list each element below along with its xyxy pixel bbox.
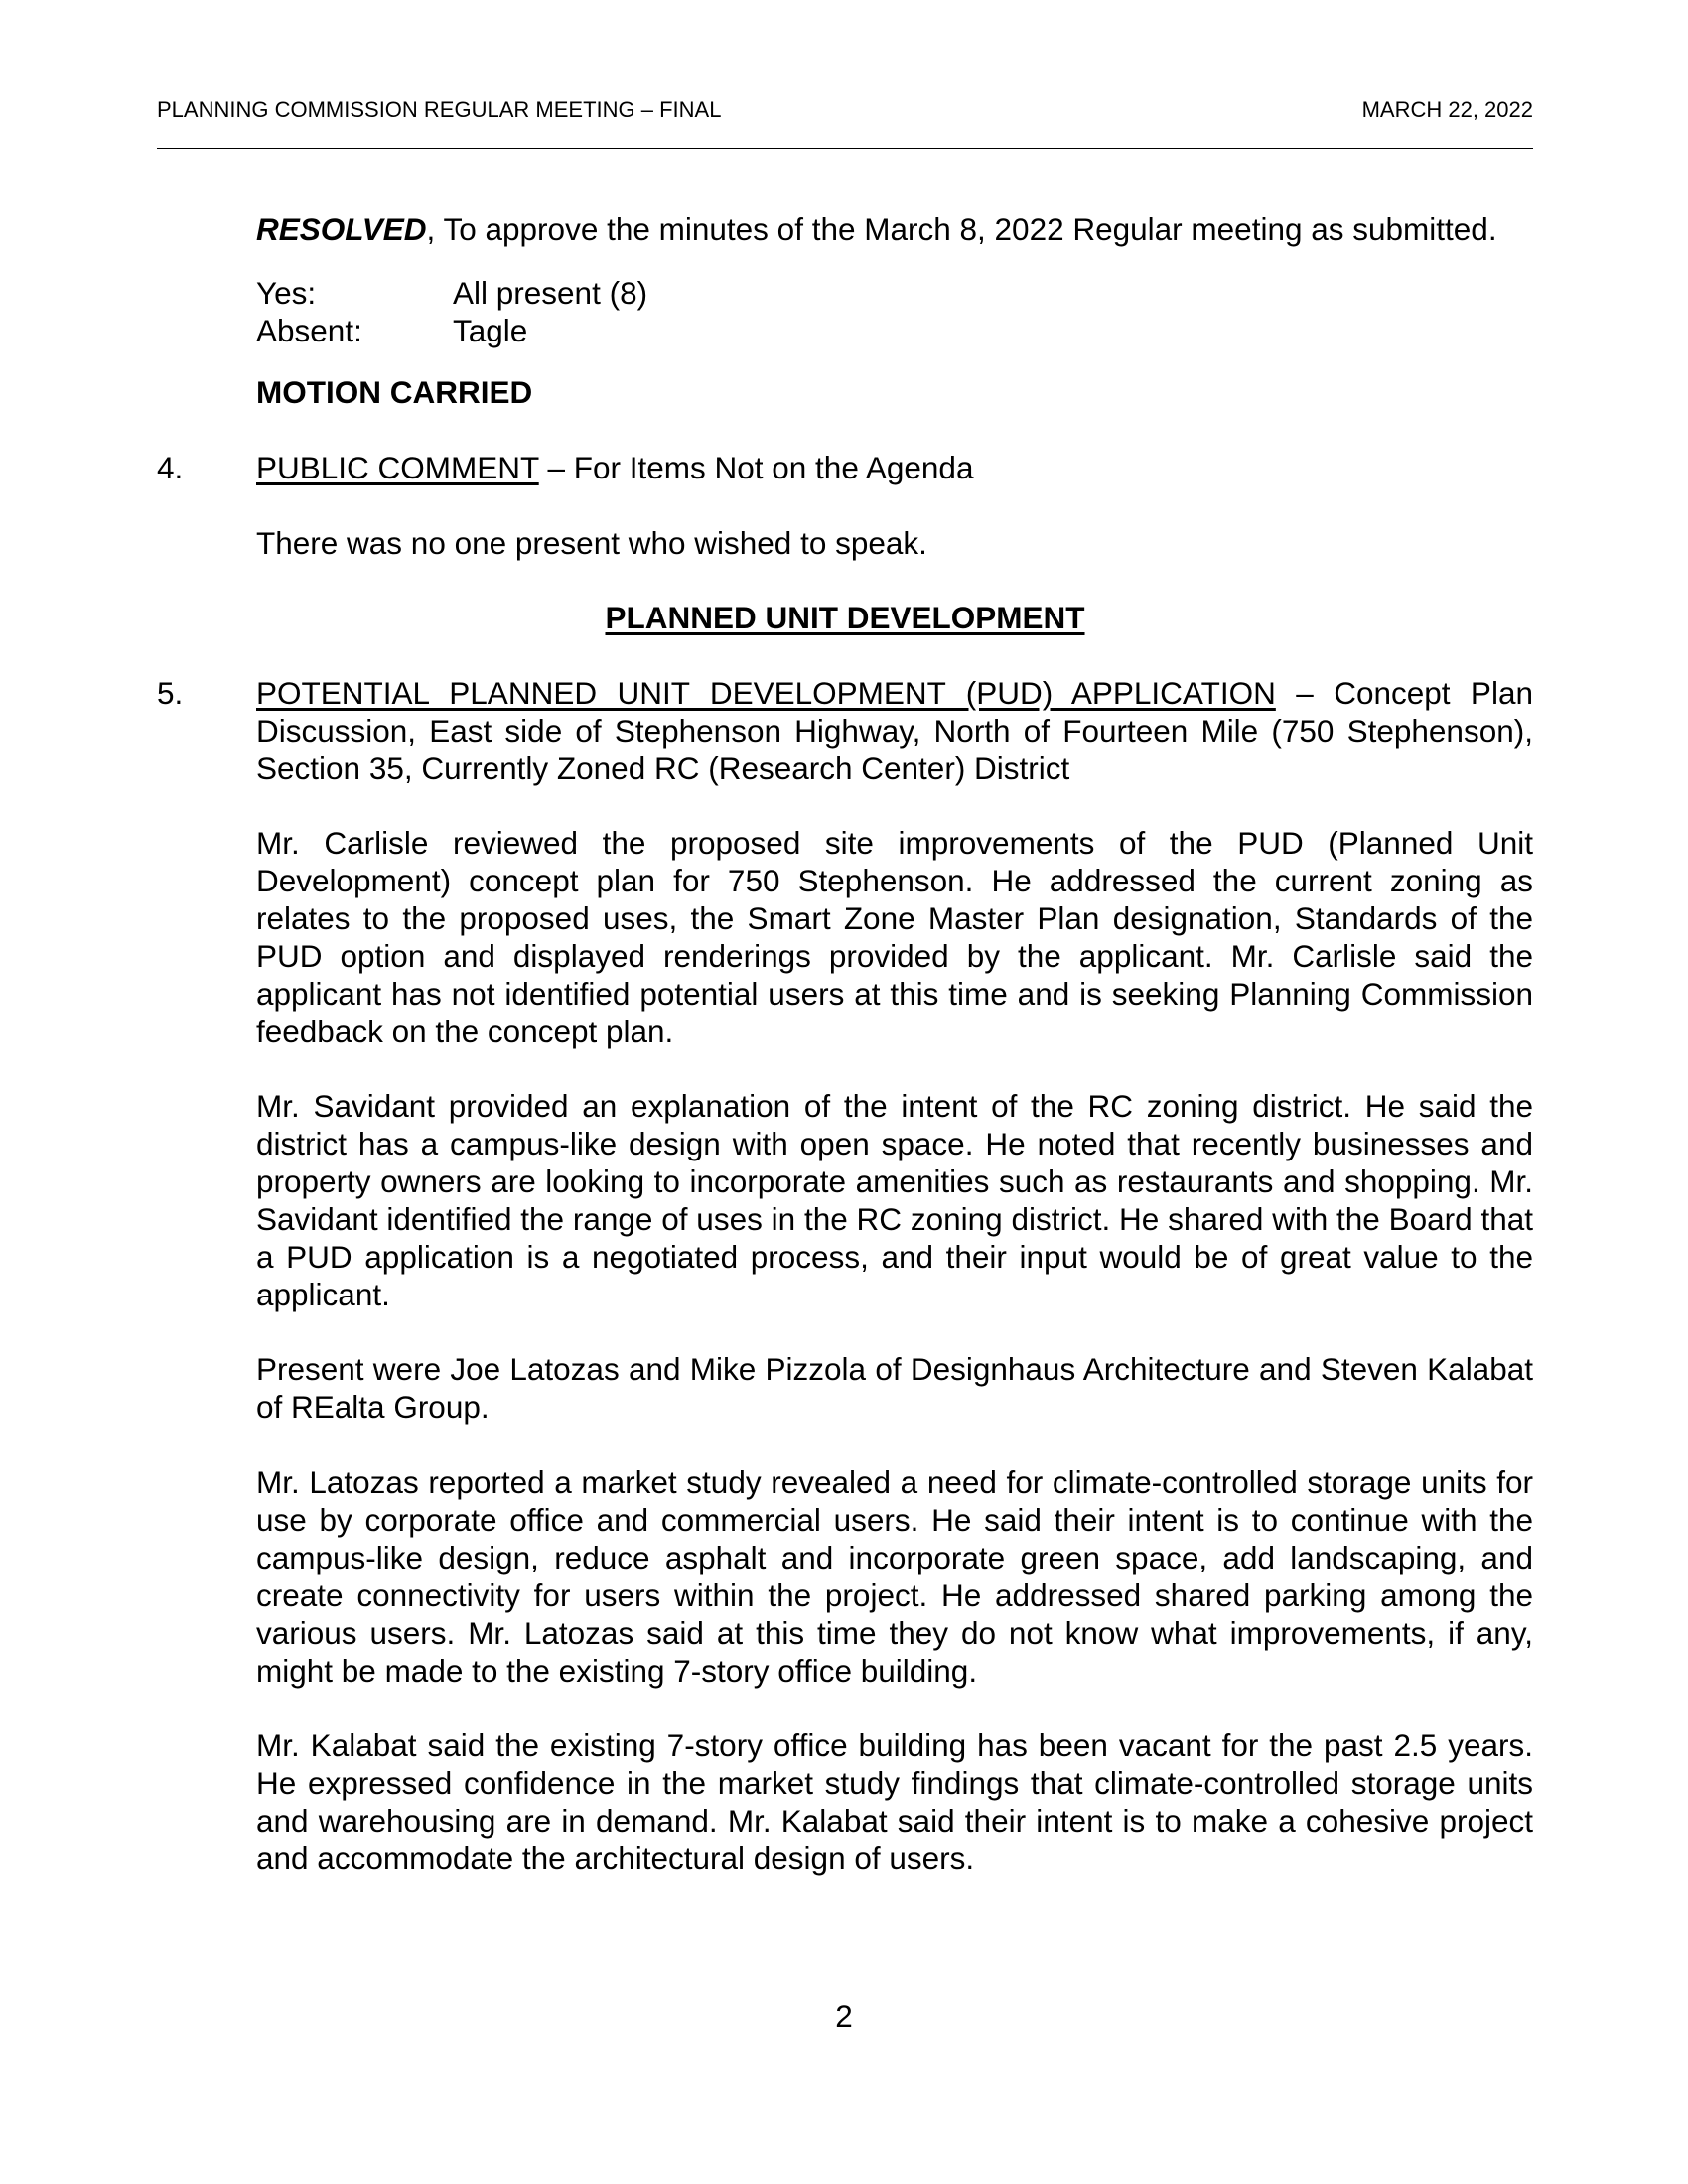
item-5-paragraph-3: Present were Joe Latozas and Mike Pizzola of Designhaus Architecture and Steven Kalabat of REalta Group. <box>256 1351 1533 1425</box>
item-5-paragraph-1: Mr. Carlisle reviewed the proposed site improvements of the PUD (Planned Unit Development) concept plan for 750 Stephenson. He addressed the current zoning as relates to the proposed uses, the Smart Zone Master Plan designation, Standards of the PUD option and displayed renderings provided by the applicant. Mr. Carlisle said the applicant has not identified potential users at this time and is seeking Planning Commission feedback on the concept plan. <box>256 825 1533 1049</box>
vote-yes-label: Yes: <box>256 275 317 311</box>
item-5-title: POTENTIAL PLANNED UNIT DEVELOPMENT (PUD) APPLICATION <box>256 675 1276 711</box>
item-4-subtitle: – For Items Not on the Agenda <box>538 450 974 485</box>
item-5-subtitle: – Concept Plan Discussion, East side of Stephenson Highway, North of Fourteen Mile (750 Stephenson), Section 35, Currently Zoned RC (Research Center) District <box>256 675 1533 786</box>
resolved-keyword: RESOLVED <box>256 211 427 247</box>
vote-absent-value: Tagle <box>453 313 528 348</box>
item-4-number: 4. <box>157 450 184 485</box>
item-4-body: There was no one present who wished to speak. <box>256 525 927 561</box>
section-heading-text: PLANNED UNIT DEVELOPMENT <box>605 600 1085 635</box>
item-5-paragraph-5: Mr. Kalabat said the existing 7-story office building has been vacant for the past 2.5 years. He expressed confidence in the market study findings that climate-controlled storage units and warehousing are in demand. Mr. Kalabat said their intent is to make a cohesive project and accommodate the architectural design of users. <box>256 1727 1533 1876</box>
section-heading <box>157 599 1533 636</box>
item-4-heading <box>256 449 1533 486</box>
header-divider <box>157 148 1533 149</box>
item-5-paragraph-4: Mr. Latozas reported a market study revealed a need for climate-controlled storage units for use by corporate office and commercial users. He said their intent is to continue with the campus-like design, reduce asphalt and incorporate green space, add landscaping, and create connectivity for users within the project. He addressed shared parking among the various users. Mr. Latozas said at this time they do not know what improvements, if any, might be made to the existing 7-story office building. <box>256 1464 1533 1689</box>
vote-yes-value: All present (8) <box>453 275 648 311</box>
header-date: MARCH 22, 2022 <box>1361 97 1533 122</box>
page-number: 2 <box>835 1998 853 2034</box>
item-5-heading <box>256 674 1533 787</box>
item-5-paragraph-2: Mr. Savidant provided an explanation of the intent of the RC zoning district. He said the district has a campus-like design with open space. He noted that recently businesses and property owners are looking to incorporate amenities such as restaurants and shopping. Mr. Savidant identified the range of uses in the RC zoning district. He shared with the Board that a PUD application is a negotiated process, and their input would be of great value to the applicant. <box>256 1088 1533 1312</box>
vote-absent-label: Absent: <box>256 313 362 348</box>
header-title: PLANNING COMMISSION REGULAR MEETING – FINAL <box>157 97 722 122</box>
resolution-text: , To approve the minutes of the March 8, 2022 Regular meeting as submitted. <box>426 211 1497 247</box>
resolution-paragraph <box>256 210 1533 248</box>
motion-result: MOTION CARRIED <box>256 374 533 410</box>
item-5-number: 5. <box>157 675 184 711</box>
item-4-title: PUBLIC COMMENT <box>256 450 539 485</box>
